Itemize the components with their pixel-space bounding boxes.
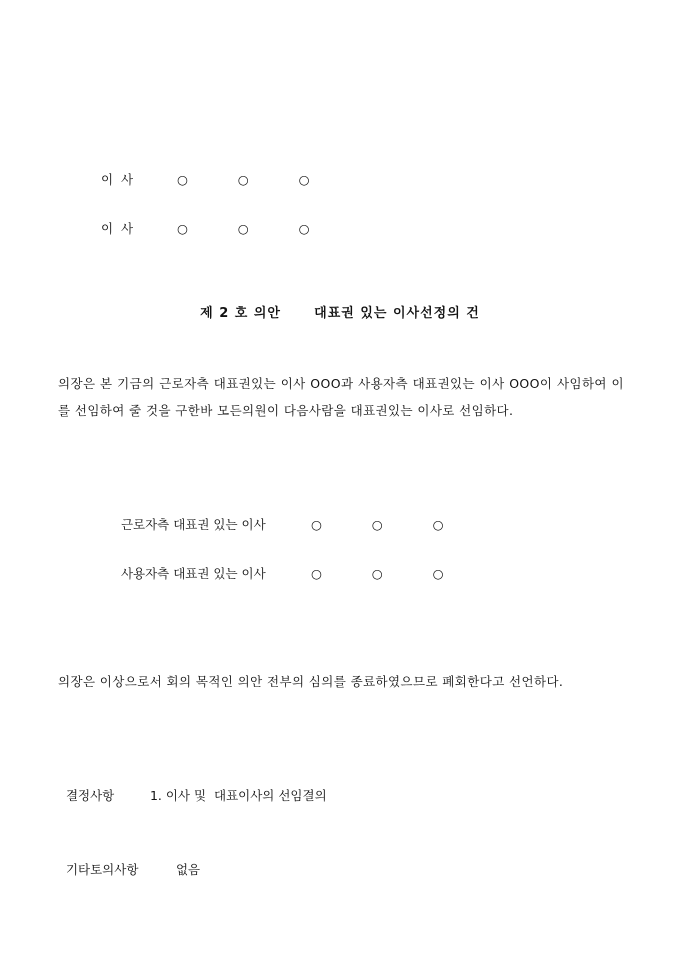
director-row-2 (93, 204, 324, 237)
other-label: 기타토의사항 (65, 862, 139, 877)
agenda-title: 제 2 호 의안 대표권 있는 이사선정의 건 (200, 306, 480, 321)
director-title: 이 사 (100, 172, 134, 187)
selected-name: ○ ○ ○ (310, 517, 458, 532)
selected-name: ○ ○ ○ (310, 566, 458, 581)
resignation-paragraph: 의장은 본 기금의 근로자측 대표권있는 이사 OOO과 사용자측 대표권있는 이사 OOO이 사임하여 이를 선임하여 줄 것을 구한바 모든의원이 다음사람을 대표권있는 이사로 선임하다. (58, 376, 624, 418)
other-value: 없음 (175, 862, 201, 877)
decision-label: 결정사항 (65, 788, 115, 803)
closing-paragraph: 의장은 이상으로서 회의 목적인 의안 전부의 심의를 종료하였으므로 폐회한다고 선언하다. (58, 674, 564, 689)
decision-value: 1. 이사 및 대표이사의 선임결의 (149, 788, 327, 803)
director-title: 이 사 (100, 221, 134, 236)
director-name: ○ ○ ○ (176, 221, 324, 236)
director-name: ○ ○ ○ (176, 172, 324, 187)
other-row (58, 845, 200, 878)
selected-row-2 (113, 549, 458, 582)
director-row-1 (93, 155, 324, 188)
selected-role: 근로자측 대표권 있는 이사 (120, 517, 266, 532)
selected-row-1 (113, 500, 458, 533)
decision-row (58, 771, 327, 804)
selected-role: 사용자측 대표권 있는 이사 (120, 566, 266, 581)
